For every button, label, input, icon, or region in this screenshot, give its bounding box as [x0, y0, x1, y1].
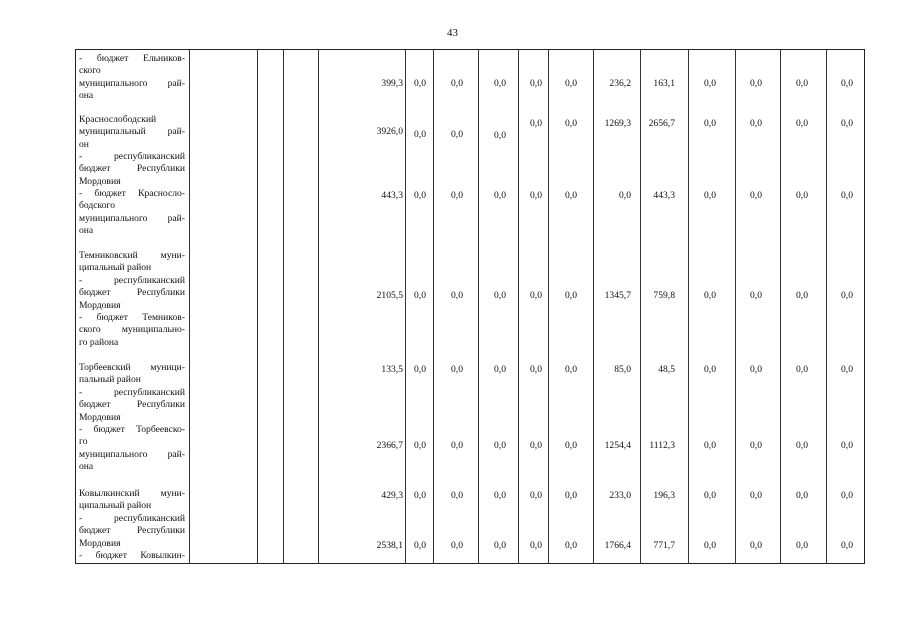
value-cell: 0,0: [494, 78, 506, 89]
row-label: [79, 312, 185, 349]
value-cell: 0,0: [750, 118, 762, 129]
value-cell: 0,0: [841, 540, 853, 551]
column-divider: [640, 49, 641, 564]
row-label-line: Мордовия: [79, 175, 121, 187]
row-label-line: го: [79, 436, 88, 448]
page-number: 43: [447, 27, 458, 39]
value-cell: 0,0: [494, 440, 506, 451]
row-label: [79, 362, 185, 387]
value-cell: 0,0: [451, 440, 463, 451]
column-divider: [548, 49, 549, 564]
value-cell: 0,0: [565, 290, 577, 301]
value-cell: 0,0: [796, 490, 808, 501]
value-cell: 0,0: [750, 364, 762, 375]
value-cell: 2656,7: [648, 118, 675, 129]
value-cell: 133,5: [381, 364, 403, 375]
value-cell: 443,3: [653, 190, 675, 201]
value-cell: 233,0: [609, 490, 631, 501]
value-cell: 0,0: [796, 440, 808, 451]
column-divider: [518, 49, 519, 564]
row-label: [79, 275, 185, 312]
value-cell: 0,0: [451, 540, 463, 551]
row-label-line: пальный район: [79, 374, 141, 386]
row-label-line: Ковылкинский муни-: [79, 488, 185, 499]
column-divider: [688, 49, 689, 564]
value-cell: 0,0: [750, 190, 762, 201]
row-label-line: - бюджет Торбеевско-: [79, 424, 185, 435]
value-cell: 0,0: [414, 540, 426, 551]
value-cell: 0,0: [451, 190, 463, 201]
row-label-line: ципальный район: [79, 262, 152, 274]
value-cell: 0,0: [704, 190, 716, 201]
row-label: [79, 387, 185, 424]
value-cell: 85,0: [614, 364, 631, 375]
row-label-line: - республиканский: [79, 513, 185, 524]
value-cell: 0,0: [841, 364, 853, 375]
value-cell: 196,3: [653, 490, 675, 501]
row-label-line: ского муниципально-: [79, 324, 185, 336]
row-label-line: муниципального рай-: [79, 77, 185, 89]
value-cell: 0,0: [565, 78, 577, 89]
value-cell: 0,0: [530, 290, 542, 301]
value-cell: 1112,3: [649, 440, 675, 451]
column-divider: [593, 49, 594, 564]
row-label-line: - республиканский: [79, 387, 185, 398]
row-label-line: бюджет Республики: [79, 525, 185, 537]
value-cell: 0,0: [796, 78, 808, 89]
row-label: [79, 151, 185, 188]
value-cell: 0,0: [704, 440, 716, 451]
value-cell: 0,0: [750, 490, 762, 501]
column-divider: [405, 49, 406, 564]
row-label-line: муниципального рай-: [79, 448, 185, 460]
column-divider: [780, 49, 781, 564]
value-cell: 0,0: [704, 290, 716, 301]
row-label-line: она: [79, 224, 94, 236]
value-cell: 3926,0: [376, 126, 403, 137]
value-cell: 0,0: [796, 118, 808, 129]
row-label: [79, 250, 185, 275]
value-cell: 0,0: [565, 540, 577, 551]
value-cell: 0,0: [530, 364, 542, 375]
value-cell: 0,0: [750, 290, 762, 301]
row-label-line: муниципального рай-: [79, 212, 185, 224]
budget-table: [75, 49, 865, 564]
row-label-line: - республиканский: [79, 151, 185, 162]
row-label-line: Торбеевский муници-: [79, 362, 185, 373]
value-cell: 0,0: [704, 364, 716, 375]
value-cell: 236,2: [609, 78, 631, 89]
value-cell: 0,0: [796, 290, 808, 301]
row-label-line: бюджет Республики: [79, 287, 185, 299]
value-cell: 1766,4: [604, 540, 631, 551]
value-cell: 0,0: [530, 440, 542, 451]
value-cell: 0,0: [414, 78, 426, 89]
value-cell: 0,0: [414, 190, 426, 201]
value-cell: 0,0: [414, 129, 426, 140]
value-cell: 0,0: [494, 130, 506, 141]
value-cell: 1254,4: [604, 440, 631, 451]
column-divider: [189, 49, 190, 564]
row-label-line: Краснослободский: [79, 114, 157, 125]
value-cell: 48,5: [658, 364, 675, 375]
row-label-line: - республиканский: [79, 275, 185, 286]
value-cell: 0,0: [530, 118, 542, 129]
row-label-line: бюджет Республики: [79, 399, 185, 411]
value-cell: 2366,7: [376, 440, 403, 451]
value-cell: 0,0: [841, 190, 853, 201]
value-cell: 1269,3: [604, 118, 631, 129]
value-cell: 443,3: [381, 190, 403, 201]
value-cell: 0,0: [414, 290, 426, 301]
row-label-line: - бюджет Ельников-: [79, 53, 185, 64]
value-cell: 0,0: [494, 490, 506, 501]
row-label: [79, 188, 185, 237]
value-cell: 0,0: [451, 129, 463, 140]
value-cell: 0,0: [796, 540, 808, 551]
row-label-line: Мордовия: [79, 411, 121, 423]
value-cell: 0,0: [565, 440, 577, 451]
column-divider: [433, 49, 434, 564]
value-cell: 0,0: [565, 490, 577, 501]
row-label-line: она: [79, 460, 94, 472]
value-cell: 0,0: [796, 190, 808, 201]
column-divider: [478, 49, 479, 564]
value-cell: 0,0: [565, 364, 577, 375]
value-cell: 0,0: [841, 118, 853, 129]
value-cell: 0,0: [841, 290, 853, 301]
value-cell: 0,0: [750, 78, 762, 89]
value-cell: 0,0: [494, 290, 506, 301]
value-cell: 429,3: [381, 490, 403, 501]
column-divider: [735, 49, 736, 564]
value-cell: 0,0: [619, 190, 631, 201]
value-cell: 0,0: [530, 78, 542, 89]
row-label-line: - бюджет Краснослo-: [79, 188, 185, 199]
value-cell: 0,0: [451, 78, 463, 89]
column-divider: [318, 49, 319, 564]
value-cell: 0,0: [565, 118, 577, 129]
value-cell: 0,0: [841, 78, 853, 89]
value-cell: 0,0: [704, 540, 716, 551]
value-cell: 759,8: [653, 290, 675, 301]
value-cell: 0,0: [494, 190, 506, 201]
value-cell: 0,0: [750, 440, 762, 451]
value-cell: 2538,1: [376, 540, 403, 551]
value-cell: 0,0: [530, 490, 542, 501]
value-cell: 0,0: [451, 364, 463, 375]
value-cell: 399,3: [381, 78, 403, 89]
value-cell: 1345,7: [604, 290, 631, 301]
column-divider: [826, 49, 827, 564]
value-cell: 0,0: [414, 440, 426, 451]
value-cell: 0,0: [451, 490, 463, 501]
row-label: [79, 53, 185, 102]
value-cell: 0,0: [530, 190, 542, 201]
row-label-line: он: [79, 138, 89, 150]
row-label-line: муниципальный рай-: [79, 126, 185, 138]
row-label-line: Мордовия: [79, 537, 121, 549]
row-label-line: го района: [79, 336, 119, 348]
value-cell: 0,0: [796, 364, 808, 375]
row-label-line: бюджет Республики: [79, 163, 185, 175]
column-divider: [283, 49, 284, 564]
value-cell: 0,0: [750, 540, 762, 551]
value-cell: 0,0: [494, 540, 506, 551]
row-label: [79, 488, 185, 513]
row-label-line: она: [79, 89, 94, 101]
value-cell: 0,0: [704, 78, 716, 89]
value-cell: 2105,5: [376, 290, 403, 301]
value-cell: 771,7: [653, 540, 675, 551]
value-cell: 0,0: [494, 364, 506, 375]
value-cell: 0,0: [414, 490, 426, 501]
value-cell: 0,0: [565, 190, 577, 201]
row-label: [79, 513, 185, 562]
value-cell: 163,1: [653, 78, 675, 89]
row-label: [79, 424, 185, 473]
column-divider: [257, 49, 258, 564]
value-cell: 0,0: [414, 364, 426, 375]
value-cell: 0,0: [704, 490, 716, 501]
row-label: [79, 114, 185, 151]
value-cell: 0,0: [704, 118, 716, 129]
row-label-line: - бюджет Ковылкин-: [79, 549, 185, 561]
row-label-line: бодского: [79, 200, 116, 212]
value-cell: 0,0: [530, 540, 542, 551]
row-label-line: - бюджет Темников-: [79, 312, 185, 323]
row-label-line: ципальный район: [79, 500, 152, 512]
value-cell: 0,0: [841, 440, 853, 451]
row-label-line: Мордовия: [79, 299, 121, 311]
row-label-line: Темниковский муни-: [79, 250, 185, 261]
value-cell: 0,0: [841, 490, 853, 501]
value-cell: 0,0: [451, 290, 463, 301]
row-label-line: ского: [79, 65, 101, 77]
